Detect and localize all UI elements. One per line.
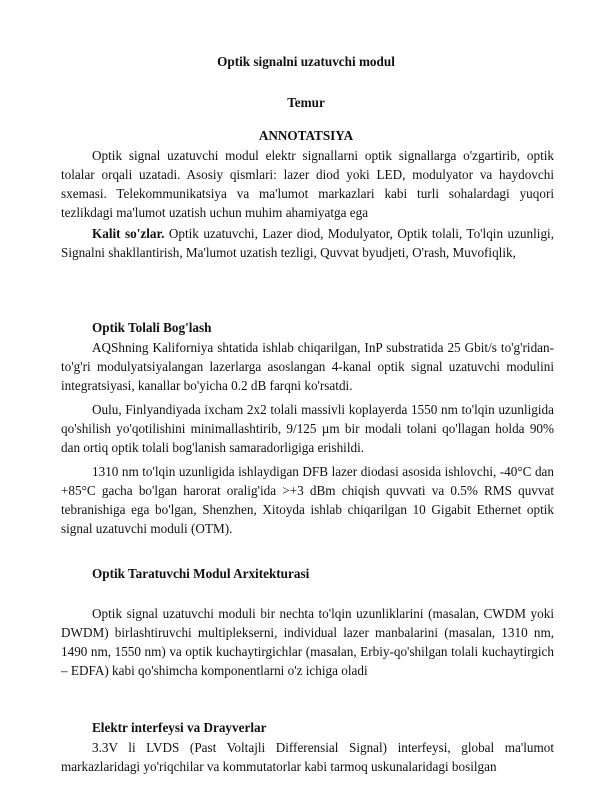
section1-paragraph-3: 1310 nm to'lqin uzunligida ishlaydigan DFB lazer diodasi asosida ishlovchi, -40°C dan +85°C gacha bo'lgan harorat oralig'ida >+3 dBm chiqish quvvati va 0.5% RMS quvvat tebranishiga ega bo'lgan, Shenzhen, Xitoyda ishlab chiqarilgan 10 Gigabit Ethernet optik signal uzatuvchi moduli (OTM). [61,464,554,536]
section-heading-architecture: Optik Taratuvchi Modul Arxitekturasi [92,566,310,581]
section1-paragraph-2: Oulu, Finlyandiyada ixcham 2x2 tolali massivli koplayerda 1550 nm to'lqin uzunligida qo'shilish yo'qotilishini minimallashtirib, 9/125 µm bir modali tolani qo'llagan holda 90% dan ortiq optik tolali bog'lanish samaradorligiga erishildi. [61,402,554,455]
section-heading-fiber-coupling: Optik Tolali Bog'lash [92,320,212,335]
section1-paragraph-1: AQShning Kaliforniya shtatida ishlab chiqarilgan, InP substratida 25 Gbit/s to'g'ridan-to'g'ri modulyatsiyalangan lazerlarga asoslangan 4-kanal optik signal uzatuvchi modulini integratsiyasi, kanallar bo'yicha 0.2 dB farqni ko'rsatdi. [61,340,554,393]
keywords-paragraph [61,225,554,263]
section3-paragraph: 3.3V li LVDS (Past Voltajli Differensial Signal) interfeysi, global ma'lumot markazlaridagi yo'riqchilar va kommutatorlar kabi tarmoq uskunalaridagi bosilgan [61,740,554,774]
keywords-label: Kalit so'zlar. [92,226,165,241]
author-name: Temur [287,95,325,110]
section2-paragraph: Optik signal uzatuvchi moduli bir nechta to'lqin uzunliklarini (masalan, CWDM yoki DWDM) birlashtiruvchi multiplekserni, individual lazer manbalarini (masalan, 1310 nm, 1490 nm, 1550 nm) va optik kuchaytirgichlar (masalan, Erbiy-qo'shilgan tolali kuchaytirgich – EDFA) kabi qo'shimcha komponentlarni o'z ichiga oladi [61,606,554,678]
annotation-heading: ANNOTATSIYA [258,128,354,143]
section-heading-electrical-interface: Elektr interfeysi va Drayverlar [92,720,267,735]
annotation-paragraph: Optik signal uzatuvchi modul elektr signallarni optik signallarga o'zgartirib, optik tolalar orqali uzatadi. Asosiy qismlari: lazer diod yoki LED, modulyator va haydovchi sxemasi. Telekommunikatsiya va ma'lumot markazlari kabi turli sohalardagi yuqori tezlikdagi ma'lumot uzatish uchun muhim ahamiyatga ega [61,148,554,220]
keywords-text: Optik uzatuvchi, Lazer diod, Modulyator, Optik tolali, To'lqin uzunligi, Signalni shakllantirish, Ma'lumot uzatish tezligi, Quvvat byudjeti, O'rash, Muvofiqlik, [61,226,554,260]
paper-title: Optik signalni uzatuvchi modul [217,54,395,69]
